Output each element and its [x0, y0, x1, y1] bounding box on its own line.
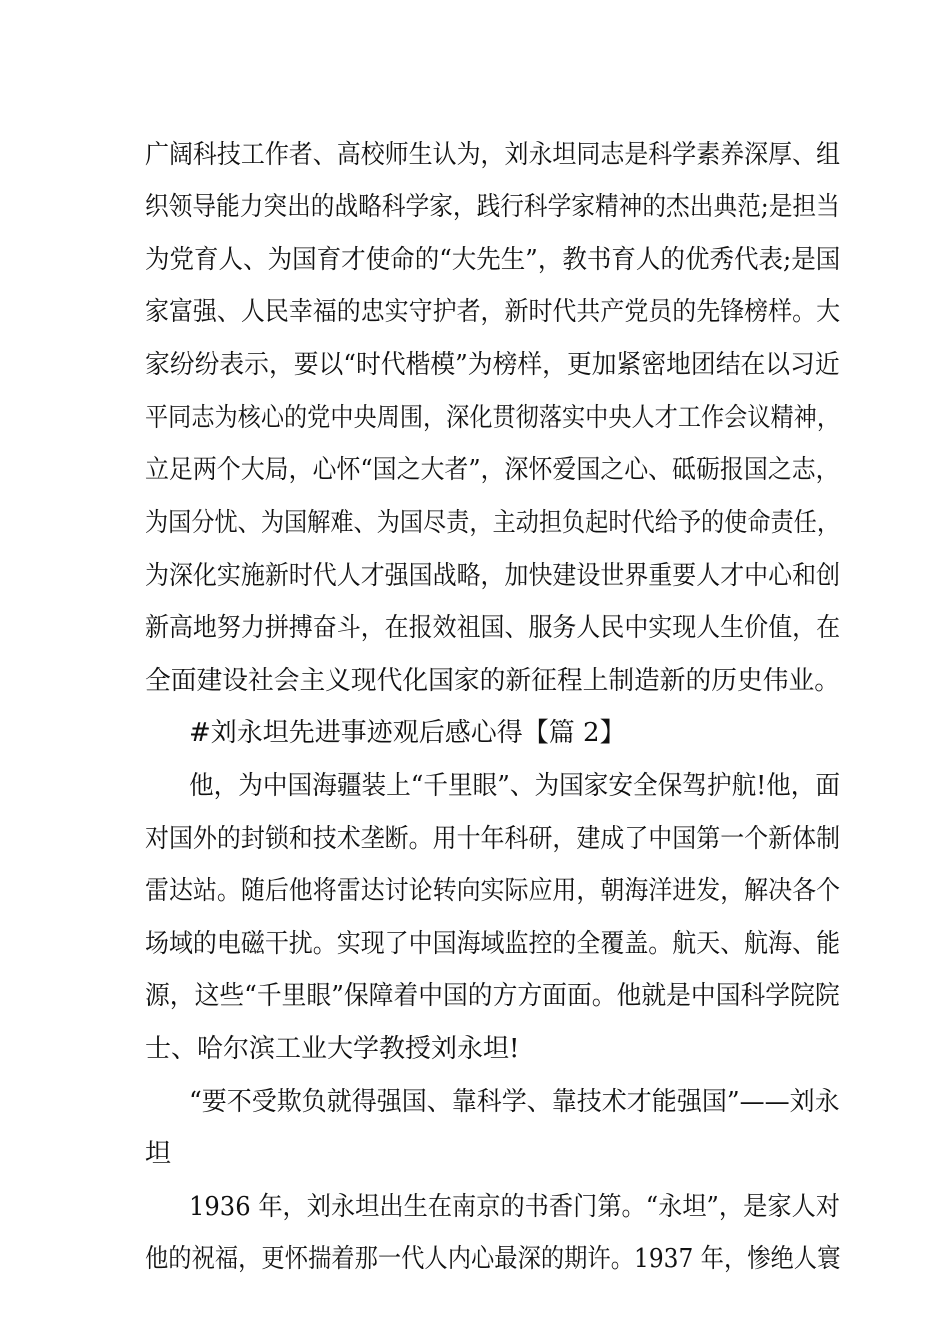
section-heading: #刘永坦先进事迹观后感心得【篇 2】 — [189, 718, 626, 748]
quote-line: “要不受欺负就得强国、靠科学、靠技术才能强国”——刘永 — [189, 1087, 840, 1117]
body-text-line: 他，为中国海疆装上“千里眼”、为国家安全保驾护航!他，面 — [189, 771, 841, 801]
quote-attribution: 坦 — [145, 1139, 172, 1169]
body-text-line: 场域的电磁干扰。实现了中国海域监控的全覆盖。航天、航海、能 — [145, 929, 841, 959]
body-text-line: 织领导能力突出的战略科学家，践行科学家精神的杰出典范;是担当 — [145, 192, 840, 222]
body-text-line: 雷达站。随后他将雷达讨论转向实际应用，朝海洋进发，解决各个 — [145, 876, 841, 906]
body-text-line: 对国外的封锁和技术垄断。用十年科研，建成了中国第一个新体制 — [145, 824, 841, 854]
body-text-line: 广阔科技工作者、高校师生认为，刘永坦同志是科学素养深厚、组 — [145, 140, 841, 170]
body-text-line: 全面建设社会主义现代化国家的新征程上制造新的历史伟业。 — [145, 666, 840, 696]
body-text-line: 新高地努力拼搏奋斗，在报效祖国、服务人民中实现人生价值，在 — [145, 613, 841, 643]
body-text-line: 平同志为核心的党中央周围，深化贯彻落实中央人才工作会议精神， — [145, 403, 840, 433]
body-text-line: 他的祝福，更怀揣着那一代人内心最深的期许。1937 年，惨绝人寰 — [145, 1244, 841, 1274]
body-text-line: 源，这些“千里眼”保障着中国的方方面面。他就是中国科学院院 — [145, 981, 840, 1011]
body-text-line: 为国分忧、为国解难、为国尽责，主动担负起时代给予的使命责任， — [145, 508, 840, 538]
body-text-line: 立足两个大局，心怀“国之大者”，深怀爱国之心、砥砺报国之志， — [145, 455, 840, 485]
body-text-line: 为深化实施新时代人才强国战略，加快建设世界重要人才中心和创 — [145, 561, 841, 591]
body-text-line: 家富强、人民幸福的忠实守护者，新时代共产党员的先锋榜样。大 — [145, 297, 841, 327]
body-text-line: 士、哈尔滨工业大学教授刘永坦! — [145, 1034, 520, 1064]
body-text-line: 1936 年，刘永坦出生在南京的书香门第。“永坦”，是家人对 — [189, 1192, 841, 1222]
body-text-line: 为党育人、为国育才使命的“大先生”，教书育人的优秀代表;是国 — [145, 245, 841, 275]
body-text-line: 家纷纷表示，要以“时代楷模”为榜样，更加紧密地团结在以习近 — [145, 350, 840, 380]
